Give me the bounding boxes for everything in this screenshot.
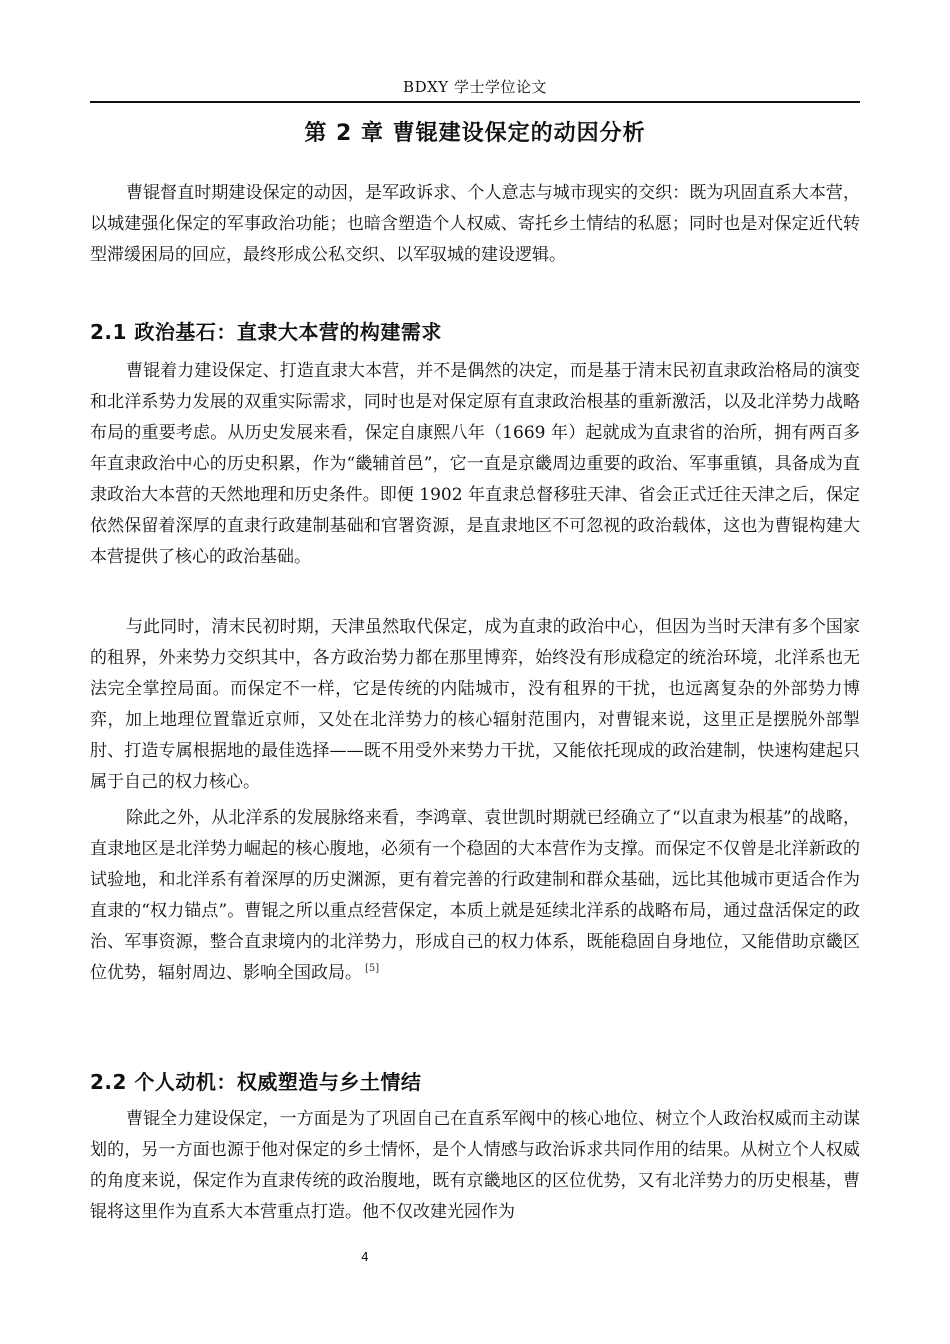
chapter-title: 第 2 章 曹锟建设保定的动因分析 [304,121,646,146]
intro-paragraph: 曹锟督直时期建设保定的动因，是军政诉求、个人意志与城市现实的交织：既为巩固直系大本营，以城建强化保定的军事政治功能；也暗含塑造个人权威、寄托乡土情结的私愿；同时也是对保定近代转型滞缓困局的回应，最终形成公私交织、以军驭城的建设逻辑。 [90,183,860,265]
running-header: BDXY 学士学位论文 [403,78,547,96]
section-2-2-title: 2.2 个人动机：权威塑造与乡土情结 [90,1070,422,1094]
section-2-1-paragraph-2: 与此同时，清末民初时期，天津虽然取代保定，成为直隶的政治中心，但因为当时天津有多个国家的租界，外来势力交织其中，各方政治势力都在那里博弈，始终没有形成稳定的统治环境，北洋系也无法完全掌控局面。而保定不一样，它是传统的内陆城市，没有租界的干扰，也远离复杂的外部势力博弈，加上地理位置靠近京师，又处在北洋势力的核心辐射范围内，对曹锟来说，这里正是摆脱外部掣肘、打造专属根据地的最佳选择——既不用受外来势力干扰，又能依托现成的政治建制，快速构建起只属于自己的权力核心。 [90,617,860,792]
paragraph-text: 除此之外，从北洋系的发展脉络来看，李鸿章、袁世凯时期就已经确立了“以直隶为根基”的战略，直隶地区是北洋势力崛起的核心腹地，必须有一个稳固的大本营作为支撑。而保定不仅曾是北洋新政的试验地，和北洋系有着深厚的历史渊源，更有着完善的行政建制和群众基础，远比其他城市更适合作为直隶的“权力锚点”。曹锟之所以重点经营保定，本质上就是延续北洋系的战略布局，通过盘活保定的政治、军事资源，整合直隶境内的北洋势力，形成自己的权力体系，既能稳固自身地位，又能借助京畿区位优势，辐射周边、影响全国政局。 [90,808,860,983]
section-2-1-paragraph-1: 曹锟着力建设保定、打造直隶大本营，并不是偶然的决定，而是基于清末民初直隶政治格局的演变和北洋系势力发展的双重实际需求，同时也是对保定原有直隶政治根基的重新激活，以及北洋势力战略布局的重要考虑。从历史发展来看，保定自康熙八年（1669 年）起就成为直隶省的治所，拥有两百多年直隶政治中心的历史积累，作为“畿辅首邑”，它一直是京畿周边重要的政治、军事重镇，具备成为直隶政治大本营的天然地理和历史条件。即便 1902 年直隶总督移驻天津、省会正式迁往天津之后，保定依然保留着深厚的直隶行政建制基础和官署资源，是直隶地区不可忽视的政治载体，这也为曹锟构建大本营提供了核心的政治基础。 [90,361,860,567]
page-number: 4 [361,1250,369,1264]
section-2-1-paragraph-3 [90,803,860,989]
section-2-1-title: 2.1 政治基石：直隶大本营的构建需求 [90,320,442,344]
section-2-2-paragraph-1: 曹锟全力建设保定，一方面是为了巩固自己在直系军阀中的核心地位、树立个人政治权威而主动谋划的，另一方面也源于他对保定的乡土情怀，是个人情感与政治诉求共同作用的结果。从树立个人权威的角度来说，保定作为直隶传统的政治腹地，既有京畿地区的区位优势，又有北洋势力的历史根基，曹锟将这里作为直系大本营重点打造。他不仅改建光园作为 [90,1109,860,1222]
header-divider [90,101,860,103]
citation-marker: [5] [365,963,380,975]
